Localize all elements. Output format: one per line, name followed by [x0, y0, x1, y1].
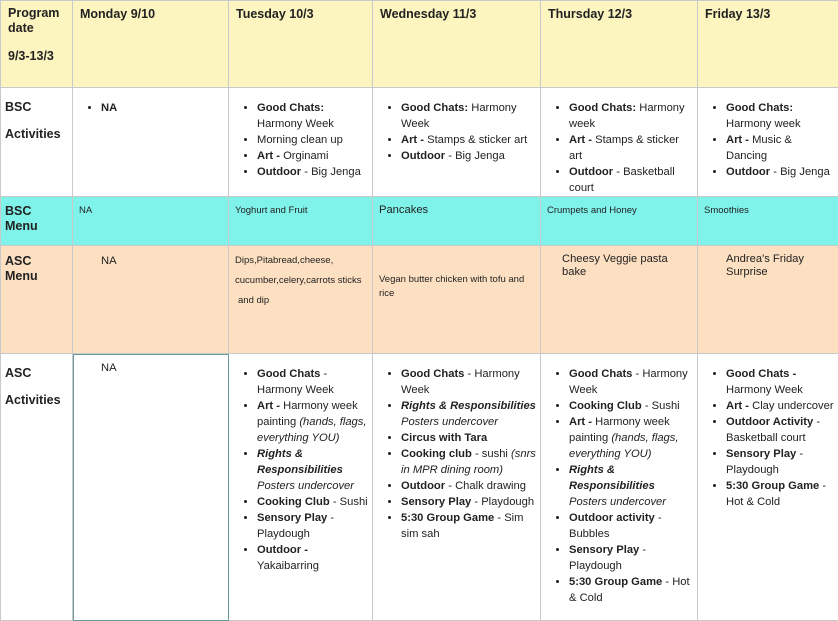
item-heading: Good Chats	[401, 368, 464, 380]
item-heading: Art -	[569, 416, 592, 428]
day-header-tuesday[interactable]: Tuesday 10/3	[229, 1, 373, 88]
list-item	[401, 132, 536, 148]
list-item	[569, 164, 693, 196]
asc-activities-friday[interactable]	[698, 354, 838, 621]
bsc-label: BSC	[5, 100, 66, 115]
item-text: Stamps & sticker art	[424, 134, 527, 146]
item-text: Harmony Week	[726, 384, 803, 396]
item-text: - Hot & Cold	[726, 480, 826, 508]
item-heading: Rights & Responsibilities	[257, 448, 343, 476]
item-text: Harmony Week	[401, 102, 517, 130]
asc-activities-row	[1, 354, 838, 621]
item-text: Harmony week painting	[569, 416, 670, 444]
bsc-menu-friday[interactable]: Smoothies	[698, 197, 838, 246]
item-heading: Outdoor	[401, 480, 445, 492]
item-text: Morning clean up	[257, 134, 343, 146]
item-text: Music & Dancing	[726, 134, 792, 162]
bsc-menu-wednesday[interactable]: Pancakes	[373, 197, 541, 246]
item-text: Harmony Week	[257, 118, 334, 130]
asc-menu-friday[interactable]: Andrea's Friday Surprise	[698, 246, 838, 354]
item-heading: Cooking Club	[257, 496, 330, 508]
bsc-activities-tuesday[interactable]	[229, 88, 373, 197]
item-heading: Rights & Responsibilities	[401, 400, 536, 412]
bsc-menu-label[interactable]: BSC Menu	[1, 197, 73, 246]
item-text: - Sushi	[330, 496, 368, 508]
item-text: - Big Jenga	[301, 166, 361, 178]
bsc-activities-wednesday[interactable]	[373, 88, 541, 197]
list-item	[726, 132, 834, 164]
list-item	[401, 510, 536, 542]
list-item	[401, 398, 536, 430]
item-heading: Good Chats:	[726, 102, 793, 114]
list-item	[257, 446, 368, 494]
list-item	[726, 446, 834, 478]
day-header-monday[interactable]: Monday 9/10	[73, 1, 229, 88]
item-text: - Big Jenga	[445, 150, 505, 162]
item-heading: Sensory Play	[569, 544, 639, 556]
item-text: - Playdough	[569, 544, 646, 572]
item-heading: Art -	[257, 400, 280, 412]
list-item	[257, 510, 368, 542]
item-heading: Outdoor	[401, 150, 445, 162]
asc-menu-row	[1, 246, 838, 354]
item-text: - Basketball court	[569, 166, 675, 194]
bsc-activities-thursday[interactable]	[541, 88, 698, 197]
item-text: - Big Jenga	[770, 166, 830, 178]
activities-label: Activities	[5, 393, 66, 408]
item-heading: Outdoor	[726, 166, 770, 178]
item-heading: Art -	[726, 400, 749, 412]
item-text: Stamps & sticker art	[569, 134, 679, 162]
item-heading: Outdoor activity	[569, 512, 655, 524]
list-item	[257, 366, 368, 398]
list-item	[726, 164, 834, 180]
list-item	[569, 398, 693, 414]
item-text: - Basketball court	[726, 416, 820, 444]
item-heading: 5:30 Group Game	[569, 576, 662, 588]
list-item	[569, 366, 693, 398]
list-item	[726, 398, 834, 414]
item-heading: Cooking Club	[569, 400, 642, 412]
item-text: Clay undercover	[749, 400, 834, 412]
list-item	[257, 132, 368, 148]
asc-menu-wednesday[interactable]: Vegan butter chicken with tofu and rice	[373, 246, 541, 354]
asc-label: ASC	[5, 366, 66, 381]
asc-menu-tuesday-line1: Dips,Pitabread,cheese,	[235, 253, 368, 268]
list-item	[401, 148, 536, 164]
item-note: Posters undercover	[257, 480, 354, 492]
item-heading: Cooking club	[401, 448, 472, 460]
item-heading: Good Chats -	[726, 368, 796, 380]
item-note: (snrs in MPR dining room)	[401, 448, 536, 476]
bsc-menu-row	[1, 197, 838, 246]
item-heading: Good Chats:	[257, 102, 324, 114]
item-text: - sushi	[472, 448, 511, 460]
list-item	[257, 542, 368, 574]
asc-activities-wednesday[interactable]	[373, 354, 541, 621]
list-item	[257, 100, 368, 132]
item-heading: Outdoor	[569, 166, 613, 178]
item-note: (hands, flags, everything YOU)	[569, 432, 678, 460]
item-text: Harmony week	[569, 102, 685, 130]
list-item	[257, 494, 368, 510]
asc-activities-monday[interactable]: NA	[73, 354, 229, 621]
item-heading: Circus with Tara	[401, 432, 487, 444]
activities-label: Activities	[5, 127, 66, 142]
item-text: - Sushi	[642, 400, 680, 412]
item-note: (hands, flags, everything YOU)	[257, 416, 366, 444]
bsc-activities-label[interactable]	[1, 88, 73, 197]
list-item	[569, 462, 693, 510]
list-item	[726, 100, 834, 132]
list-item	[569, 132, 693, 164]
list-item	[401, 430, 536, 446]
list-item	[569, 574, 693, 606]
bsc-menu-monday[interactable]: NA	[73, 197, 229, 246]
list-item	[257, 398, 368, 446]
day-header-thursday[interactable]: Thursday 12/3	[541, 1, 698, 88]
item-heading: Art -	[569, 134, 592, 146]
item-heading: Good Chats	[257, 368, 320, 380]
item-text: - Harmony Week	[569, 368, 688, 396]
list-item	[569, 510, 693, 542]
bsc-activities-friday[interactable]	[698, 88, 838, 197]
asc-activities-thursday[interactable]	[541, 354, 698, 621]
item-heading: Rights & Responsibilities	[569, 464, 655, 492]
list-item	[401, 494, 536, 510]
item-text: - Bubbles	[569, 512, 662, 540]
item-text: - Sim sim sah	[401, 512, 523, 540]
day-header-wednesday[interactable]: Wednesday 11/3	[373, 1, 541, 88]
item-heading: Good Chats:	[401, 102, 468, 114]
asc-menu-label[interactable]: ASC Menu	[1, 246, 73, 354]
item-note: Posters undercover	[401, 416, 498, 428]
item-heading: Outdoor Activity	[726, 416, 813, 428]
item-heading: Sensory Play	[401, 496, 471, 508]
item-heading: Sensory Play	[726, 448, 796, 460]
item-text: - Playdough	[726, 448, 803, 476]
day-header-friday[interactable]: Friday 13/3	[698, 1, 838, 88]
item-text: - Playdough	[471, 496, 534, 508]
item-text: - Harmony Week	[257, 368, 334, 396]
item-text: Harmony week	[726, 118, 801, 130]
item-text: - Hot & Cold	[569, 576, 690, 604]
bsc-menu-tuesday[interactable]: Yoghurt and Fruit	[229, 197, 373, 246]
item-heading: Art -	[401, 134, 424, 146]
bsc-activities-monday[interactable]	[73, 88, 229, 197]
header-row	[1, 1, 838, 88]
item-text: Orginami	[280, 150, 329, 162]
program-date-cell[interactable]	[1, 1, 73, 88]
asc-menu-tuesday-line3: and dip	[235, 293, 368, 308]
item-heading: Art -	[257, 150, 280, 162]
item-heading: Good Chats:	[569, 102, 636, 114]
asc-menu-monday[interactable]: NA	[73, 246, 229, 354]
item-heading: Art -	[726, 134, 749, 146]
item-text: Harmony week painting	[257, 400, 358, 428]
item-heading: 5:30 Group Game	[726, 480, 819, 492]
list-item	[401, 446, 536, 478]
asc-menu-tuesday-line2: cucumber,celery,carrots sticks	[235, 273, 368, 288]
item-heading: 5:30 Group Game	[401, 512, 494, 524]
list-item	[569, 542, 693, 574]
list-item	[569, 414, 693, 462]
list-item	[401, 478, 536, 494]
list-item	[257, 148, 368, 164]
list-item	[401, 366, 536, 398]
program-date-label: Program date	[8, 6, 66, 36]
item-text: - Harmony Week	[401, 368, 520, 396]
bsc-activities-row	[1, 88, 838, 197]
item-text: - Playdough	[257, 512, 334, 540]
asc-menu-tuesday[interactable]	[229, 246, 373, 354]
asc-activities-label[interactable]	[1, 354, 73, 621]
list-item	[257, 164, 368, 180]
list-item	[569, 100, 693, 132]
bsc-menu-thursday[interactable]: Crumpets and Honey	[541, 197, 698, 246]
item-note: Posters undercover	[569, 496, 666, 508]
item-heading: Outdoor -	[257, 544, 308, 556]
asc-menu-thursday[interactable]: Cheesy Veggie pasta bake	[541, 246, 698, 354]
asc-activities-tuesday[interactable]	[229, 354, 373, 621]
item-text: - Chalk drawing	[445, 480, 526, 492]
program-date-range: 9/3-13/3	[8, 48, 66, 64]
list-item	[401, 100, 536, 132]
item-heading: Good Chats	[569, 368, 632, 380]
list-item: • NA	[101, 100, 224, 116]
list-item	[726, 366, 834, 398]
list-item	[726, 478, 834, 510]
item-text: Yakaibarring	[257, 560, 319, 572]
list-item	[726, 414, 834, 446]
item-heading: Sensory Play	[257, 512, 327, 524]
item-heading: Outdoor	[257, 166, 301, 178]
